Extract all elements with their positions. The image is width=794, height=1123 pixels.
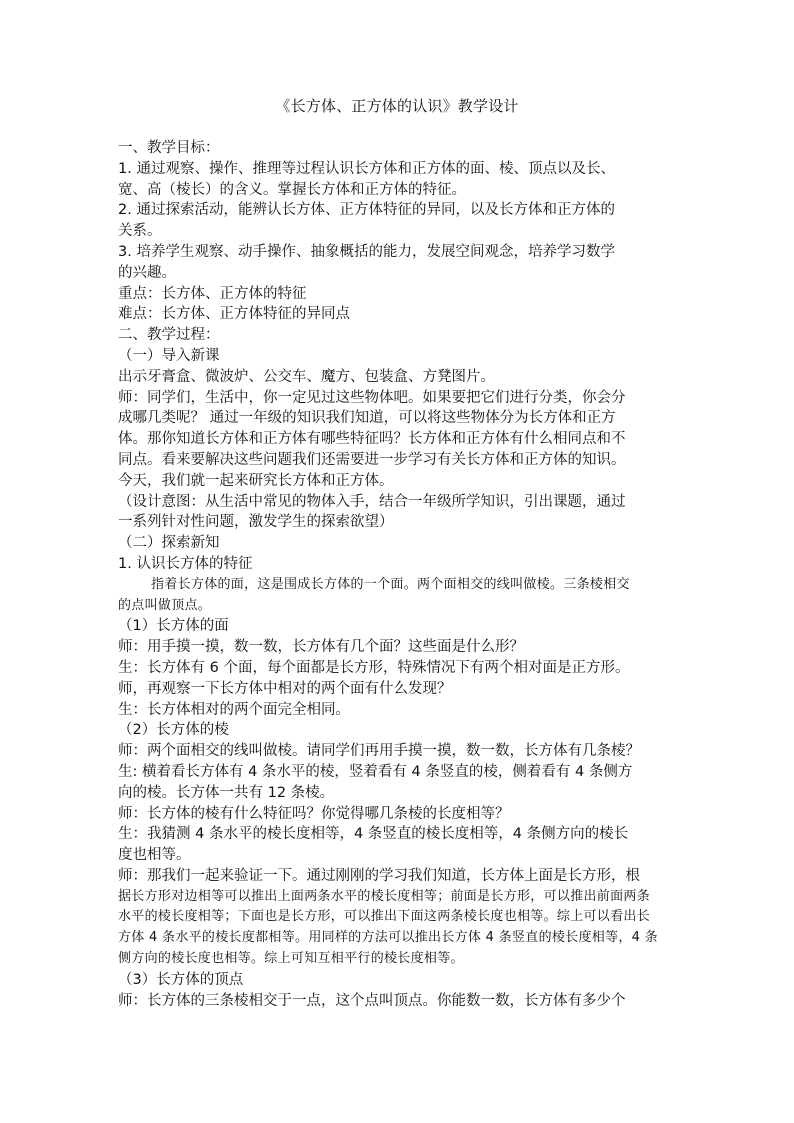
text-line: 难点：长方体、正方体特征的异同点 (118, 306, 350, 323)
text-line: （二）探索新知 (118, 535, 220, 552)
text-line: 师：长方体的棱有什么特征吗？你觉得哪几条棱的长度相等？ (118, 805, 510, 822)
text-line: 今天，我们就一起来研究长方体和正方体。 (118, 472, 394, 489)
text-line: 生：长方体相对的两个面完全相同。 (118, 701, 350, 718)
text-line: 生：我猜测 4 条水平的棱长度相等，4 条竖直的棱长度相等，4 条侧方向的棱长 (118, 826, 629, 843)
text-line: 师：那我们一起来验证一下。通过刚刚的学习我们知道，长方体上面是长方形，根 (118, 867, 640, 884)
text-line: 据长方形对边相等可以推出上面两条水平的棱长度相等；前面是长方形，可以推出前面两条 (118, 888, 651, 904)
text-line: 侧方向的棱长度也相等。综上可知互相平行的棱长度相等。 (118, 951, 464, 967)
text-line: （2）长方体的棱 (118, 722, 229, 739)
text-line: 向的棱。长方体一共有 12 条棱。 (118, 784, 335, 801)
text-line: 度也相等。 (118, 847, 191, 864)
text-line: 生：长方体有 6 个面，每个面都是长方形，特殊情况下有两个相对面是正方形。 (118, 659, 630, 676)
text-line: （3）长方体的顶点 (118, 971, 244, 988)
text-line: （1）长方体的面 (118, 618, 229, 635)
text-line: 3. 培养学生观察、动手操作、抽象概括的能力，发展空间观念，培养学习数学 (118, 243, 615, 260)
document-title: 《长方体、正方体的认识》教学设计 (275, 97, 519, 115)
text-line: （一）导入新课 (118, 347, 220, 364)
document-body (118, 138, 688, 1011)
text-line: 一、教学目标： (118, 140, 220, 156)
text-line: 1. 通过观察、操作、推理等过程认识长方体和正方体的面、棱、顶点以及长、 (118, 160, 615, 177)
text-line: 师，再观察一下长方体中相对的两个面有什么发现？ (118, 680, 452, 697)
text-line: 方体 4 条水平的棱长度都相等。用同样的方法可以推出长方体 4 条竖直的棱长度相等，4 条 (118, 930, 658, 946)
text-line: 二、教学过程： (118, 327, 220, 344)
text-line: 水平的棱长度相等；下面也是长方形，可以推出下面这两条棱长度也相等。综上可以看出长 (118, 909, 651, 925)
text-line: 体。那你知道长方体和正方体有哪些特征吗？长方体和正方体有什么相同点和不 (118, 431, 626, 448)
text-line: 成哪几类呢？ 通过一年级的知识我们知道，可以将这些物体分为长方体和正方 (118, 410, 616, 427)
text-line: 的点叫做顶点。 (118, 597, 212, 613)
text-line: 生: 横着看长方体有 4 条水平的棱，竖着看有 4 条竖直的棱，侧着看有 4 条侧方 (118, 763, 633, 780)
text-line: 关系。 (118, 223, 162, 240)
text-line: 师：同学们，生活中，你一定见过这些物体吧。如果要把它们进行分类，你会分 (118, 389, 626, 406)
text-line: 1. 认识长方体的特征 (118, 555, 253, 572)
text-line: （设计意图：从生活中常见的物体入手，结合一年级所学知识，引出课题，通过 (118, 493, 626, 510)
text-line: 的兴趣。 (118, 264, 176, 281)
text-line: 师：长方体的三条棱相交于一点，这个点叫顶点。你能数一数，长方体有多少个 (118, 992, 626, 1009)
text-line: 2. 通过探索活动，能辨认长方体、正方体特征的异同，以及长方体和正方体的 (118, 202, 615, 219)
text-line: 宽、高（棱长）的含义。掌握长方体和正方体的特征。 (118, 181, 466, 198)
text-line: 师：两个面相交的线叫做棱。请同学们再用手摸一摸，数一数，长方体有几条棱？ (118, 743, 640, 760)
text-line: 一系列针对性问题，激发学生的探索欲望） (118, 514, 394, 531)
text-line: 同点。看来要解决这些问题我们还需要进一步学习有关长方体和正方体的知识。 (118, 451, 626, 468)
text-line: 出示牙膏盒、微波炉、公交车、魔方、包装盒、方凳图片。 (118, 368, 495, 385)
text-line: 重点：长方体、正方体的特征 (118, 285, 307, 302)
text-line: 师：用手摸一摸，数一数，长方体有几个面？这些面是什么形？ (118, 639, 524, 656)
text-line: 指着长方体的面，这是围成长方体的一个面。两个面相交的线叫做棱。三条棱相交 (151, 576, 630, 592)
